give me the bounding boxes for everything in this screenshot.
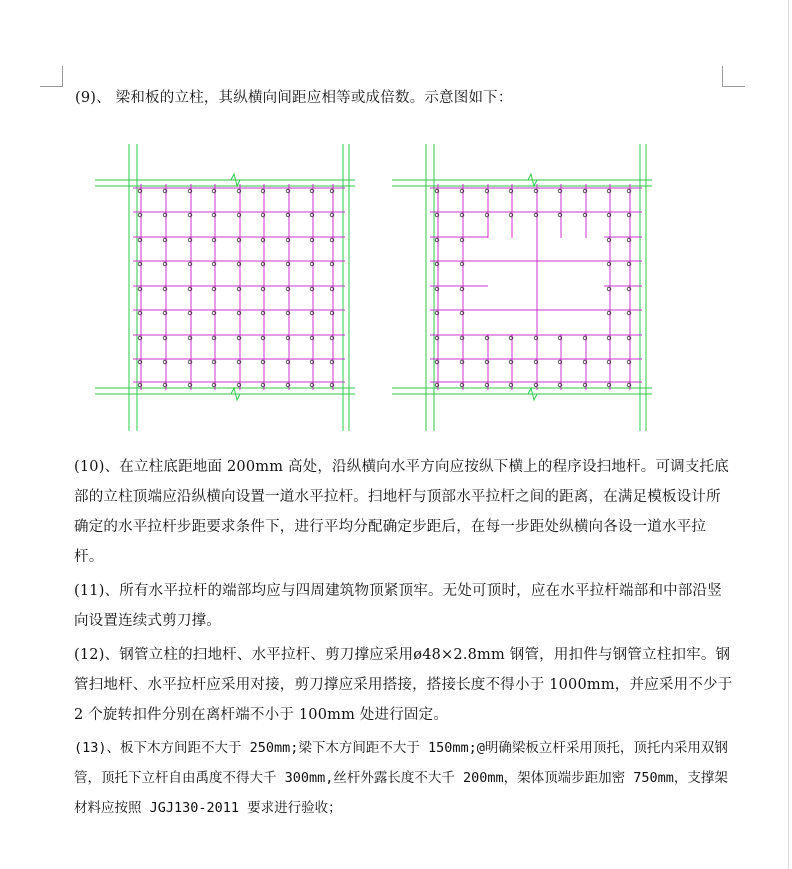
diagram-grid-with-opening [390, 140, 655, 435]
paragraph-12: (12)、钢管立柱的扫地杆、水平拉杆、剪刀撑应采用ø48×2.8mm 钢管，用扣件与钢管立柱扣牢。钢管扫地杆、水平拉杆应采用对接，剪刀撑应采用搭接，搭接长度不得小于 1000mm，并应采用不少于 2 个旋转扣件分别在离杆端不小于 100mm 处进行固定。 [74, 647, 733, 723]
paragraph-11: (11)、所有水平拉杆的端部均应与四周建筑物顶紧顶牢。无处可顶时，应在水平拉杆端部和中部沿竖向设置连续式剪刀撑。 [74, 583, 722, 629]
paragraph-13: (13)、板下木方间距不大于 250mm;梁下木方间距不大于 150mm;@明确梁板立杆采用顶托，顶托内采用双钢管，顶托下立杆自由禹度不得大千 300mm,丝杆外露长度不大千 200mm，架体顶端步距加密 750mm，支撑架材料应按照 JGJ130-2011 要求进行验收； [74, 740, 728, 816]
page-corner-mark-top-left [40, 66, 63, 87]
paragraph-10: (10)、在立柱底距地面 200mm 高处，沿纵横向水平方向应按纵下横上的程序设扫地杆。可调支托底部的立柱顶端应沿纵横向设置一道水平拉杆。扫地杆与顶部水平拉杆之间的距离，在满足模板设计所确定的水平拉杆步距要求条件下，进行平均分配确定步距后，在每一步距处纵横向各设一道水平拉杆。 [74, 459, 729, 565]
diagram-full-grid [93, 140, 358, 435]
paragraph-9: (9)、 梁和板的立柱，其纵横向间距应相等或成倍数。示意图如下： [75, 90, 513, 106]
page-edge [788, 0, 789, 869]
